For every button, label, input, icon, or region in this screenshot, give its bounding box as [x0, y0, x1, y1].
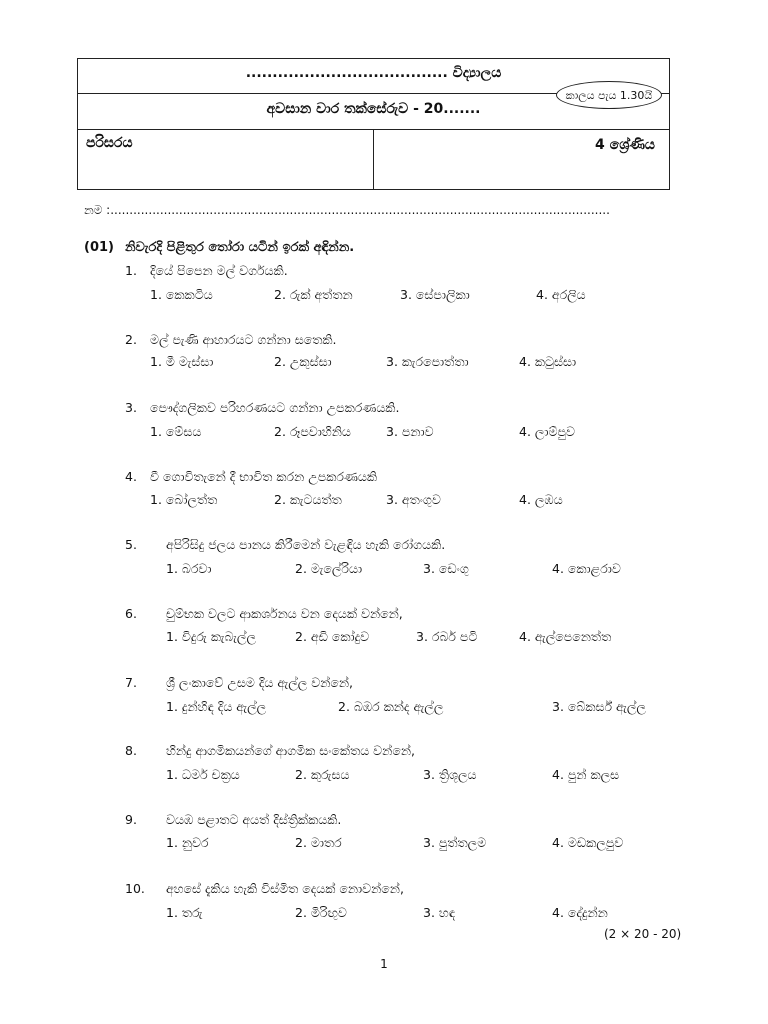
option: 4. අරලිය — [536, 287, 586, 302]
question-number: 1. — [125, 263, 137, 278]
question-text: දියේ පිපෙන මල් වර්ගයකි. — [150, 263, 288, 278]
question-number: 3. — [125, 400, 137, 415]
time-badge: කාලය පැය 1.30යි — [556, 81, 662, 109]
option: 3. රබර් පටි — [416, 629, 478, 644]
option: 4. කටුස්සා — [519, 354, 577, 369]
marks-allocation: (2 × 20 - 20) — [604, 927, 682, 941]
section-number: (01) — [84, 240, 114, 255]
question-number: 2. — [125, 332, 137, 347]
option: 1. කෙකටිය — [150, 287, 213, 302]
option: 3. බේකර්ස් ඇල්ල — [552, 699, 646, 714]
option: 3. හඳ — [423, 905, 456, 920]
question-text: වී ගොවිතැනේ දී භාවිත කරන උපකරණයකි — [150, 469, 378, 484]
question-number: 5. — [125, 537, 137, 552]
option: 3. ඩෙංගු — [423, 561, 469, 576]
option: 2. රුක් අත්තන — [274, 287, 353, 302]
option: 2. අඩි කෝදුව — [295, 629, 370, 644]
option: 2. මාතර — [295, 835, 342, 850]
question-text: අපිරිසිදු ජලය පානය කිරීමෙන් වැළඳිය හැකි රෝගයකි. — [166, 537, 446, 552]
option: 3. ත්‍රිශූලය — [423, 767, 477, 782]
question-text: පෞද්ගලිකව පරිහරණයට ගන්නා උපකරණයකි. — [150, 400, 400, 415]
school-name: ...................................... විද්‍යාලය — [245, 65, 502, 81]
question-number: 10. — [125, 881, 145, 896]
option: 4. දේදුන්න — [552, 905, 608, 920]
subject-row — [78, 129, 669, 189]
option: 2. උකුස්සා — [274, 354, 332, 369]
option: 1. බෝලත්ත — [150, 492, 218, 507]
option: 4. මඩකලපුව — [552, 835, 624, 850]
column-divider — [373, 129, 374, 189]
option: 2. මිරිඟුව — [295, 905, 347, 920]
option: 3. පුත්තලම — [423, 835, 487, 850]
question-number: 6. — [125, 606, 137, 621]
question-number: 8. — [125, 743, 137, 758]
question-text: හින්දු ආගමිකයන්ගේ ආගමික සංකේතය වන්නේ, — [166, 743, 415, 758]
option: 1. මී මැස්සා — [150, 354, 214, 369]
option: 1. බරවා — [166, 561, 212, 576]
name-line: නම :................................................................................................................................... — [84, 203, 610, 217]
option: 3. පනාව — [386, 424, 434, 439]
option: 2. බඹර කන්ද ඇල්ල — [338, 699, 444, 714]
option: 3. අතංගුව — [386, 492, 441, 507]
option: 1. දුන්හිඳ දිය ඇල්ල — [166, 699, 267, 714]
option: 1. විදුරු කැබැල්ල — [166, 629, 256, 644]
option: 4. ඇල්පෙනෙත්ත — [519, 629, 612, 644]
option: 4. ලඹය — [519, 492, 563, 507]
question-number: 4. — [125, 469, 137, 484]
option: 2. මැලේරියා — [295, 561, 363, 576]
option: 1. නුවර — [166, 835, 209, 850]
subject-name: පරිසරය — [86, 135, 133, 151]
option: 2. රූපවාහිනිය — [274, 424, 351, 439]
question-text: අහසේ දැකිය හැකි විස්මිත දෙයක් නොවන්නේ, — [166, 881, 404, 896]
option: 2. කැටයත්ත — [274, 492, 342, 507]
grade-label: 4 ශ්‍රේණිය — [595, 137, 655, 153]
question-number: 7. — [125, 675, 137, 690]
option: 2. කුරුසය — [295, 767, 350, 782]
option: 4. ලාම්පුව — [519, 424, 575, 439]
option: 4. කොළරාව — [552, 561, 621, 576]
option: 1. ධර්ම චක්‍රය — [166, 767, 240, 782]
page-number: 1 — [380, 957, 388, 971]
option: 3. කැරපොත්තා — [386, 354, 469, 369]
question-text: මල් පැණි ආහාරයට ගන්නා සතෙකි. — [150, 332, 337, 347]
question-text: වයඹ පළාතට අයත් දිස්ත්‍රික්කයකි. — [166, 812, 342, 827]
question-number: 9. — [125, 812, 137, 827]
option: 1. මේසය — [150, 424, 202, 439]
section-instruction: නිවැරදි පිළිතුර තෝරා යටින් ඉරක් අඳින්න. — [125, 240, 355, 255]
header-box — [77, 58, 670, 190]
option: 4. පුන් කලස — [552, 767, 620, 782]
question-text: ශ්‍රී ලංකාවේ උසම දිය ඇල්ල වන්නේ, — [166, 675, 354, 690]
term-test-title: අවසාන වාර තක්සේරුව - 20....... — [266, 101, 481, 117]
option: 1. තරු — [166, 905, 203, 920]
option: 3. සේපාලිකා — [400, 287, 470, 302]
question-text: චුම්භක වලට ආකර්ශනය වන දෙයක් වන්නේ, — [166, 606, 403, 621]
